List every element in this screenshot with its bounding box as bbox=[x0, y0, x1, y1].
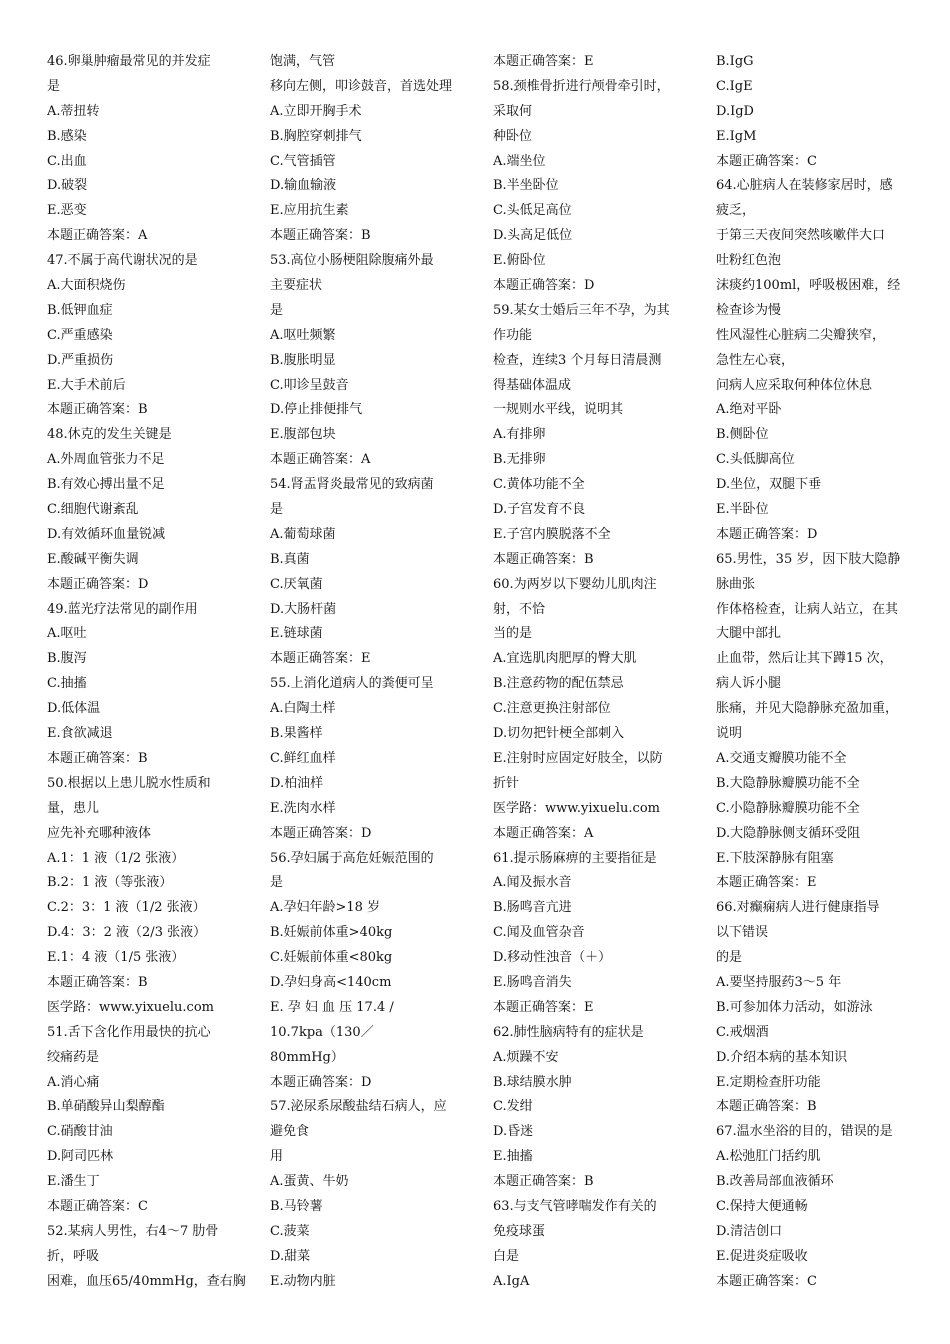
text-line: D.介绍本病的基本知识 bbox=[716, 1049, 848, 1065]
text-line: 以下错误 bbox=[716, 925, 769, 941]
text-line: E.恶变 bbox=[47, 203, 87, 219]
text-line: C.注意更换注射部位 bbox=[493, 701, 611, 717]
text-line: 移向左侧，叩诊鼓音，首选处理 bbox=[270, 78, 453, 94]
text-line: B.低钾血症 bbox=[47, 302, 113, 318]
text-line: 量，患儿 bbox=[47, 800, 100, 816]
text-line: 本题正确答案：D bbox=[493, 278, 595, 294]
text-line: B.单硝酸异山梨醇酯 bbox=[47, 1099, 165, 1115]
text-line: C.2：3：1 液（1/2 张液） bbox=[47, 900, 206, 916]
text-line: 57.泌尿系尿酸盐结石病人，应 bbox=[270, 1099, 447, 1115]
text-line: 医学路：www.yixuelu.com bbox=[493, 800, 660, 816]
text-line: B.注意药物的配伍禁忌 bbox=[493, 676, 624, 692]
text-line: B.2：1 液（等张液） bbox=[47, 875, 173, 891]
text-line: 用 bbox=[270, 1149, 284, 1165]
text-line: A.宜选肌肉肥厚的臀大肌 bbox=[493, 651, 637, 667]
text-line: A.松弛肛门括约肌 bbox=[716, 1149, 821, 1165]
text-line: C.发绀 bbox=[493, 1099, 533, 1115]
text-line: B.IgG bbox=[716, 54, 754, 69]
text-line: C.妊娠前体重<80kg bbox=[270, 950, 393, 966]
text-line: C.闻及血管杂音 bbox=[493, 925, 585, 941]
text-line: 本题正确答案：D bbox=[47, 576, 149, 592]
text-line: C.IgE bbox=[716, 78, 753, 94]
text-line: 本题正确答案：B bbox=[493, 1174, 594, 1190]
text-line: E.促进炎症吸收 bbox=[716, 1248, 808, 1264]
text-line: 问病人应采取何种体位休息 bbox=[716, 377, 873, 393]
text-line: B.可参加体力活动，如游泳 bbox=[716, 999, 873, 1015]
text-line: 本题正确答案：D bbox=[716, 526, 818, 542]
text-line: B.球结膜水肿 bbox=[493, 1074, 572, 1090]
text-line: 66.对癫痫病人进行健康指导 bbox=[716, 900, 880, 916]
text-line: B.大隐静脉瓣膜功能不全 bbox=[716, 775, 860, 791]
text-line: 大腿中部扎 bbox=[716, 626, 782, 642]
text-line: A.端坐位 bbox=[493, 153, 546, 169]
text-line: 62.肺性脑病特有的症状是 bbox=[493, 1024, 644, 1040]
text-line: 55.上消化道病人的粪便可呈 bbox=[270, 676, 434, 692]
text-line: 折针 bbox=[493, 775, 520, 791]
text-line: 免疫球蛋 bbox=[493, 1223, 546, 1239]
text-line: C.头低足高位 bbox=[493, 203, 572, 219]
text-line: A.消心痛 bbox=[47, 1074, 100, 1090]
text-line: D.4：3：2 液（2/3 张液） bbox=[47, 925, 207, 941]
column-4 bbox=[716, 50, 911, 1295]
text-line: 作功能 bbox=[493, 327, 533, 343]
text-line: 50.根据以上患儿脱水性质和 bbox=[47, 775, 211, 791]
text-line: 48.休克的发生关键是 bbox=[47, 427, 172, 443]
text-line: 一规则水平线，说明其 bbox=[493, 402, 624, 418]
text-line: C.黄体功能不全 bbox=[493, 477, 585, 493]
text-line: D.柏油样 bbox=[270, 775, 324, 791]
text-line: B.肠鸣音亢进 bbox=[493, 900, 572, 916]
text-line: B.妊娠前体重>40kg bbox=[270, 925, 393, 941]
text-line: 说明 bbox=[716, 726, 743, 742]
text-line: C.厌氧菌 bbox=[270, 576, 323, 592]
text-line: C.细胞代谢紊乱 bbox=[47, 502, 139, 518]
text-line: 避免食 bbox=[270, 1124, 310, 1140]
text-line: 绞痛药是 bbox=[47, 1049, 100, 1065]
text-line: D.低体温 bbox=[47, 701, 101, 717]
text-line: 52.某病人男性，右4～7 肋骨 bbox=[47, 1223, 219, 1239]
text-line: C.保持大便通畅 bbox=[716, 1198, 808, 1214]
text-line: 检查诊为慢 bbox=[716, 302, 782, 318]
text-line: E. 孕 妇 血 压 17.4 / bbox=[270, 999, 394, 1015]
text-line: B.感染 bbox=[47, 128, 87, 144]
text-line: 当的是 bbox=[493, 626, 533, 642]
text-line: 脉曲张 bbox=[716, 576, 756, 592]
text-line: A.呕吐频繁 bbox=[270, 327, 336, 343]
text-line: D.切勿把针梗全部刺入 bbox=[493, 726, 625, 742]
text-line: 性风湿性心脏病二尖瓣狭窄， bbox=[716, 327, 886, 343]
text-line: A.交通支瓣膜功能不全 bbox=[716, 750, 847, 766]
text-line: D.子宫发育不良 bbox=[493, 502, 586, 518]
text-line: 60.为两岁以下婴幼儿肌肉注 bbox=[493, 576, 657, 592]
column-2 bbox=[270, 50, 465, 1295]
text-line: A.蒂扭转 bbox=[47, 103, 100, 119]
text-line: D.阿司匹林 bbox=[47, 1149, 114, 1165]
text-line: C.严重感染 bbox=[47, 327, 113, 343]
text-line: A.葡萄球菌 bbox=[270, 526, 336, 542]
text-line: B.侧卧位 bbox=[716, 427, 769, 443]
text-line: D.停止排便排气 bbox=[270, 402, 363, 418]
text-line: E.IgM bbox=[716, 128, 757, 144]
text-line: 本题正确答案：B bbox=[493, 551, 594, 567]
text-line: 67.温水坐浴的目的，错误的是 bbox=[716, 1124, 893, 1140]
text-line: B.腹胀明显 bbox=[270, 352, 336, 368]
text-line: 白是 bbox=[493, 1248, 520, 1264]
text-line: 10.7kpa（130／ bbox=[270, 1024, 374, 1040]
text-line: E.肠鸣音消失 bbox=[493, 974, 572, 990]
text-line: E.洗肉水样 bbox=[270, 800, 336, 816]
text-line: D.有效循环血量锐减 bbox=[47, 526, 166, 542]
text-line: 54.肾盂肾炎最常见的致病菌 bbox=[270, 477, 434, 493]
text-line: A.IgA bbox=[493, 1273, 530, 1289]
text-line: B.半坐卧位 bbox=[493, 178, 559, 194]
text-line: 本题正确答案：A bbox=[493, 825, 594, 841]
text-line: 胀痛，并见大隐静脉充盈加重， bbox=[716, 701, 899, 717]
text-line: B.无排卵 bbox=[493, 452, 546, 468]
text-line: A.闻及振水音 bbox=[493, 875, 572, 891]
text-line: 49.蓝光疗法常见的副作用 bbox=[47, 601, 198, 617]
text-line: 沫痰约100ml，呼吸极困难，经 bbox=[716, 278, 901, 294]
text-line: 59.某女士婚后三年不孕，为其 bbox=[493, 302, 670, 318]
text-line: A.大面积烧伤 bbox=[47, 278, 126, 294]
text-line: E.子宫内膜脱落不全 bbox=[493, 526, 611, 542]
text-line: D.破裂 bbox=[47, 178, 88, 194]
text-line: 采取何 bbox=[493, 103, 533, 119]
text-line: E.大手术前后 bbox=[47, 377, 126, 393]
text-line: 疲乏， bbox=[716, 203, 756, 219]
text-line: B.真菌 bbox=[270, 551, 310, 567]
text-line: 吐粉红色泡 bbox=[716, 253, 782, 269]
text-line: A.立即开胸手术 bbox=[270, 103, 362, 119]
text-line: B.腹泻 bbox=[47, 651, 87, 667]
text-line: 止血带，然后让其下蹲15 次， bbox=[716, 651, 893, 667]
text-line: E.应用抗生素 bbox=[270, 203, 349, 219]
text-line: D.移动性浊音（＋） bbox=[493, 950, 612, 966]
text-line: 种卧位 bbox=[493, 128, 533, 144]
text-line: 本题正确答案：C bbox=[716, 153, 817, 169]
text-line: 射，不恰 bbox=[493, 601, 546, 617]
text-line: B.胸腔穿刺排气 bbox=[270, 128, 362, 144]
text-line: E.潘生丁 bbox=[47, 1174, 100, 1190]
text-line: B.有效心搏出量不足 bbox=[47, 477, 165, 493]
text-line: E.链球菌 bbox=[270, 626, 323, 642]
text-line: 80mmHg） bbox=[270, 1049, 344, 1065]
text-line: 于第三天夜间突然咳嗽伴大口 bbox=[716, 228, 886, 244]
text-line: E.动物内脏 bbox=[270, 1273, 336, 1289]
text-line: C.抽搐 bbox=[47, 676, 87, 692]
text-line: 检查，连续3 个月每日清晨测 bbox=[493, 352, 662, 368]
text-line: 46.卵巢肿瘤最常见的并发症 bbox=[47, 54, 211, 69]
text-line: D.IgD bbox=[716, 103, 754, 119]
text-line: E.酸碱平衡失调 bbox=[47, 551, 139, 567]
text-line: C.菠菜 bbox=[270, 1223, 310, 1239]
text-line: D.甜菜 bbox=[270, 1248, 311, 1264]
text-line: 本题正确答案：D bbox=[270, 1074, 372, 1090]
text-line: C.鲜红血样 bbox=[270, 750, 336, 766]
text-line: A.蛋黄、牛奶 bbox=[270, 1174, 349, 1190]
text-line: 本题正确答案：E bbox=[493, 999, 594, 1015]
text-line: 本题正确答案：E bbox=[270, 651, 371, 667]
text-line: 本题正确答案：B bbox=[47, 402, 148, 418]
text-line: 本题正确答案：D bbox=[270, 825, 372, 841]
text-line: E.下肢深静脉有阻塞 bbox=[716, 850, 834, 866]
text-line: 本题正确答案：E bbox=[716, 875, 817, 891]
text-line: D.清洁创口 bbox=[716, 1223, 783, 1239]
text-line: C.头低脚高位 bbox=[716, 452, 795, 468]
text-line: 饱满，气管 bbox=[270, 54, 336, 69]
text-line: D.孕妇身高<140cm bbox=[270, 974, 392, 990]
text-line: 主要症状 bbox=[270, 278, 323, 294]
text-line: D.输血输液 bbox=[270, 178, 337, 194]
text-line: A.有排卵 bbox=[493, 427, 546, 443]
text-line: 是 bbox=[270, 875, 284, 891]
text-line: E.抽搐 bbox=[493, 1149, 533, 1165]
text-line: 本题正确答案：B bbox=[716, 1099, 817, 1115]
text-line: A.外周血管张力不足 bbox=[47, 452, 165, 468]
text-line: 56.孕妇属于高危妊娠范围的 bbox=[270, 850, 434, 866]
text-line: C.出血 bbox=[47, 153, 87, 169]
text-line: C.小隐静脉瓣膜功能不全 bbox=[716, 800, 860, 816]
text-line: E.腹部包块 bbox=[270, 427, 336, 443]
text-line: B.改善局部血液循环 bbox=[716, 1174, 834, 1190]
text-line: 是 bbox=[270, 302, 284, 318]
text-line: 病人诉小腿 bbox=[716, 676, 782, 692]
text-line: 应先补充哪种液体 bbox=[47, 825, 152, 841]
text-line: 本题正确答案：E bbox=[493, 54, 594, 69]
text-line: E.1：4 液（1/5 张液） bbox=[47, 950, 185, 966]
text-line: 本题正确答案：C bbox=[716, 1273, 817, 1289]
text-line: A.要坚持服药3～5 年 bbox=[716, 974, 842, 990]
text-line: C.戒烟酒 bbox=[716, 1024, 769, 1040]
text-line: 是 bbox=[47, 78, 61, 94]
column-1 bbox=[47, 50, 246, 1295]
text-line: C.硝酸甘油 bbox=[47, 1124, 113, 1140]
text-line: 58.颈椎骨折进行颅骨牵引时， bbox=[493, 78, 670, 94]
text-line: D.大隐静脉侧支循环受阻 bbox=[716, 825, 861, 841]
text-line: B.马铃薯 bbox=[270, 1198, 323, 1214]
text-line: E.半卧位 bbox=[716, 502, 769, 518]
text-line: 作体格检查，让病人站立，在其 bbox=[716, 601, 899, 617]
text-line: 53.高位小肠梗阻除腹痛外最 bbox=[270, 253, 434, 269]
text-line: 折，呼吸 bbox=[47, 1248, 100, 1264]
text-line: 64.心脏病人在装修家居时，感 bbox=[716, 178, 893, 194]
text-line: A.绝对平卧 bbox=[716, 402, 782, 418]
text-line: 65.男性，35 岁，因下肢大隐静 bbox=[716, 551, 901, 567]
text-line: D.头高足低位 bbox=[493, 228, 573, 244]
text-line: 急性左心衰， bbox=[716, 352, 795, 368]
text-line: C.叩诊呈鼓音 bbox=[270, 377, 349, 393]
text-line: A.烦躁不安 bbox=[493, 1049, 559, 1065]
text-line: E.定期检查肝功能 bbox=[716, 1074, 821, 1090]
text-line: B.果酱样 bbox=[270, 726, 323, 742]
text-line: A.白陶土样 bbox=[270, 701, 336, 717]
text-line: D.坐位，双腿下垂 bbox=[716, 477, 822, 493]
text-line: A.孕妇年龄>18 岁 bbox=[270, 900, 381, 916]
text-line: 的是 bbox=[716, 950, 743, 966]
text-line: 本题正确答案：B bbox=[47, 974, 148, 990]
text-line: C.气管插管 bbox=[270, 153, 336, 169]
text-line: 51.舌下含化作用最快的抗心 bbox=[47, 1024, 211, 1040]
text-line: E.注射时应固定好肢全，以防 bbox=[493, 750, 663, 766]
text-line: A.呕吐 bbox=[47, 626, 87, 642]
column-3 bbox=[493, 50, 688, 1295]
text-line: D.昏迷 bbox=[493, 1124, 534, 1140]
text-line: E.食欲减退 bbox=[47, 726, 113, 742]
text-line: 本题正确答案：B bbox=[270, 228, 371, 244]
text-line: 61.提示肠麻痹的主要指征是 bbox=[493, 850, 657, 866]
text-line: D.严重损伤 bbox=[47, 352, 114, 368]
text-line: 得基础体温成 bbox=[493, 377, 572, 393]
text-line: 47.不属于高代谢状况的是 bbox=[47, 253, 198, 269]
text-line: 困难，血压65/40mmHg，查右胸 bbox=[47, 1273, 246, 1289]
text-line: 本题正确答案：A bbox=[47, 228, 148, 244]
text-line: E.俯卧位 bbox=[493, 253, 546, 269]
text-line: 本题正确答案：C bbox=[47, 1198, 148, 1214]
text-line: 63.与支气管哮喘发作有关的 bbox=[493, 1198, 657, 1214]
text-line: D.大肠杆菌 bbox=[270, 601, 337, 617]
text-line: 医学路：www.yixuelu.com bbox=[47, 999, 214, 1015]
text-line: 本题正确答案：A bbox=[270, 452, 371, 468]
text-line: 本题正确答案：B bbox=[47, 750, 148, 766]
text-line: A.1：1 液（1/2 张液） bbox=[47, 850, 185, 866]
text-line: 是 bbox=[270, 502, 284, 518]
